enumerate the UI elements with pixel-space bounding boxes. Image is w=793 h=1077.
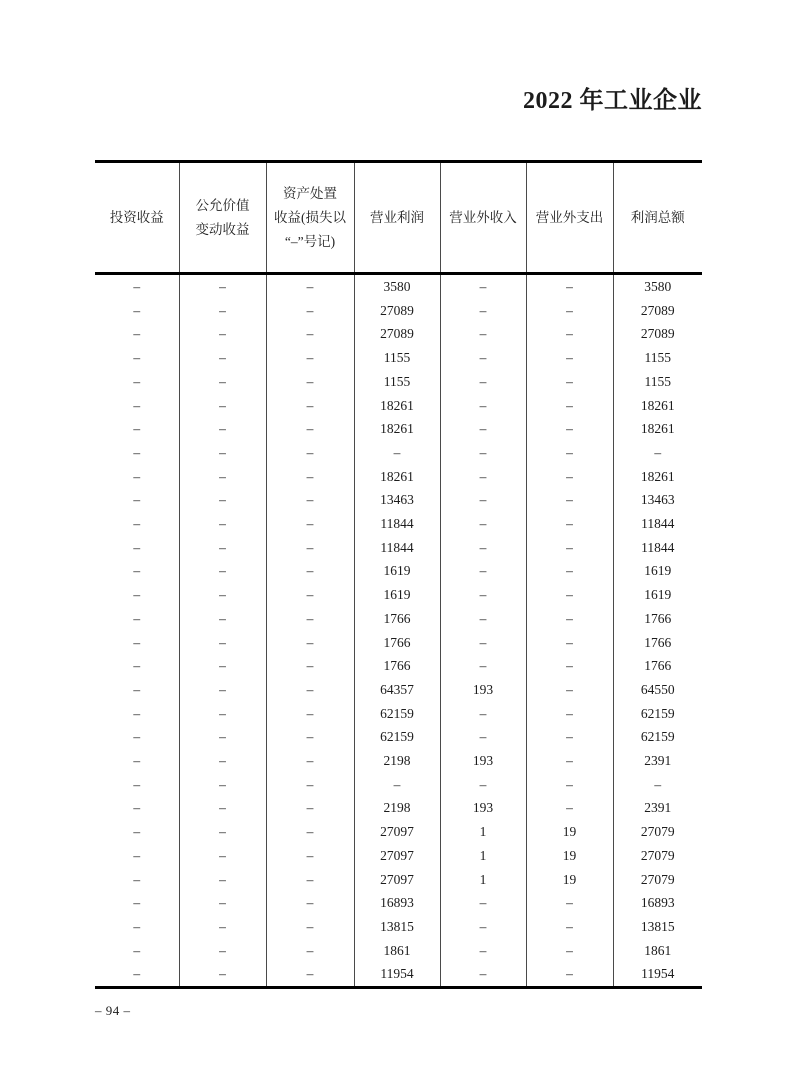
table-cell: 27089 [354, 322, 440, 346]
table-cell: – [95, 322, 179, 346]
table-cell: – [266, 678, 354, 702]
table-cell: – [266, 488, 354, 512]
table-cell: – [95, 820, 179, 844]
table-cell: 1619 [354, 583, 440, 607]
table-cell: 193 [440, 796, 526, 820]
table-cell: 3580 [644, 279, 672, 294]
table-cell: – [526, 773, 613, 797]
table-cell: 13815 [640, 918, 675, 934]
table-cell: 11954 [613, 962, 702, 987]
table-cell: – [179, 559, 266, 583]
table-row [95, 773, 702, 797]
table-cell: – [266, 417, 354, 441]
table-cell: – [440, 702, 526, 726]
table-cell: – [266, 536, 354, 560]
column-header-line: 公允价值 [195, 197, 250, 213]
table-cell: – [440, 346, 526, 370]
table-cell: – [526, 488, 613, 512]
table-cell: – [526, 536, 613, 560]
column-header-line: 营业利润 [370, 209, 424, 225]
table-cell: 1619 [644, 587, 672, 603]
table-row [95, 488, 702, 512]
table-cell: 18261 [640, 397, 675, 413]
table-cell: – [266, 322, 354, 346]
table-cell: – [179, 417, 266, 441]
table-cell: – [526, 702, 613, 726]
page-number: – 94 – [95, 1003, 131, 1018]
table-cell: – [179, 274, 266, 299]
table-cell: 18261 [354, 465, 440, 489]
table-cell: 62159 [354, 725, 440, 749]
table-cell: – [440, 417, 526, 441]
table-cell: – [179, 322, 266, 346]
table-cell: – [179, 631, 266, 655]
table-cell: 1155 [644, 373, 671, 389]
table-cell: – [266, 370, 354, 394]
table-cell: – [95, 465, 179, 489]
table-cell: – [440, 274, 526, 299]
column-header-investment-income [95, 162, 179, 274]
table-cell: – [95, 394, 179, 418]
table-cell: 1155 [354, 346, 440, 370]
table-row [95, 583, 702, 607]
table-cell: 1 [440, 820, 526, 844]
table-cell: – [95, 488, 179, 512]
table-cell: – [266, 749, 354, 773]
table-cell: – [526, 678, 613, 702]
table-cell: – [95, 417, 179, 441]
table-cell: – [440, 488, 526, 512]
column-header-line: 变动收益 [195, 221, 250, 237]
table-row [95, 939, 702, 963]
table-row [95, 322, 702, 346]
table-row [95, 536, 702, 560]
page-title: 2022 年工业企业 [523, 88, 702, 114]
table-cell: – [266, 512, 354, 536]
table-cell: – [440, 322, 526, 346]
table-cell: 1766 [354, 631, 440, 655]
table-cell: – [179, 891, 266, 915]
table-cell: – [179, 820, 266, 844]
table-cell: – [266, 299, 354, 323]
table-cell: – [526, 417, 613, 441]
table-cell: – [179, 962, 266, 987]
table-cell: – [266, 773, 354, 797]
table-cell: – [179, 299, 266, 323]
table-cell: – [526, 346, 613, 370]
table-cell: 11954 [354, 962, 440, 987]
table-row [95, 962, 702, 987]
column-header-line: “–”号记) [284, 233, 336, 249]
table-cell: – [354, 773, 440, 797]
column-header-operating-profit [354, 162, 440, 274]
table-header-row [95, 162, 702, 274]
table-cell: – [95, 654, 179, 678]
table-cell: 1619 [644, 563, 672, 579]
column-header-fair-value-change-income [179, 162, 266, 274]
table-row [95, 654, 702, 678]
table-cell: – [440, 299, 526, 323]
table-cell: – [95, 796, 179, 820]
table-row [95, 631, 702, 655]
table-cell: 1619 [354, 559, 440, 583]
table-cell: – [526, 583, 613, 607]
table-cell: 1766 [644, 658, 672, 674]
table-cell: – [266, 844, 354, 868]
table-cell: – [95, 299, 179, 323]
table-cell: – [266, 559, 354, 583]
table-cell: – [440, 607, 526, 631]
table-row [95, 417, 702, 441]
table-cell: – [95, 678, 179, 702]
table-cell: – [526, 322, 613, 346]
table-cell: – [179, 702, 266, 726]
table-cell: – [95, 583, 179, 607]
table-cell: – [266, 820, 354, 844]
table-cell: 27079 [640, 824, 675, 840]
table-cell: – [266, 583, 354, 607]
table-cell: – [526, 441, 613, 465]
table-cell: – [179, 370, 266, 394]
table-cell: – [266, 465, 354, 489]
table-cell: 11844 [641, 539, 675, 555]
table-cell: 19 [526, 820, 613, 844]
table-cell: 11844 [641, 516, 675, 532]
table-cell: 1766 [354, 607, 440, 631]
table-cell: – [440, 773, 526, 797]
table-cell: – [95, 536, 179, 560]
table-cell: – [526, 559, 613, 583]
table-cell: 27097 [354, 820, 440, 844]
table-row [95, 346, 702, 370]
table-cell: 13815 [354, 915, 440, 939]
table-row [95, 607, 702, 631]
table-cell: – [266, 725, 354, 749]
table-cell: 1766 [644, 610, 672, 626]
table-cell: 1 [440, 868, 526, 892]
table-cell: 19 [526, 844, 613, 868]
table-cell: – [266, 796, 354, 820]
table-cell: 18261 [640, 421, 675, 437]
table-cell: 2391 [644, 753, 672, 769]
table-cell: – [179, 441, 266, 465]
table-cell: 1766 [644, 634, 672, 650]
table-cell: 13463 [354, 488, 440, 512]
table-cell: – [526, 394, 613, 418]
table-cell: 16893 [354, 891, 440, 915]
table-cell: – [179, 512, 266, 536]
table-cell: 1766 [354, 654, 440, 678]
table-cell: – [266, 868, 354, 892]
table-cell: – [179, 868, 266, 892]
table-cell: – [95, 773, 179, 797]
table-cell: – [95, 370, 179, 394]
table-cell: – [526, 631, 613, 655]
table-cell: 16893 [640, 895, 675, 911]
table-cell: – [179, 346, 266, 370]
table-cell: – [179, 796, 266, 820]
table-cell: 193 [440, 678, 526, 702]
table-cell: – [266, 939, 354, 963]
table-cell: – [179, 844, 266, 868]
table-cell: 27089 [640, 326, 675, 342]
table-cell: – [440, 654, 526, 678]
table-cell: – [354, 441, 440, 465]
table-cell: – [526, 915, 613, 939]
column-header-non-operating-income [440, 162, 526, 274]
table-cell: – [95, 962, 179, 987]
table-cell: – [266, 891, 354, 915]
table-cell: – [179, 773, 266, 797]
table-cell: – [526, 939, 613, 963]
table-cell: – [266, 274, 354, 299]
table-cell: 18261 [640, 468, 675, 484]
table-row [95, 844, 702, 868]
table-cell: 18261 [354, 394, 440, 418]
table-cell: – [526, 749, 613, 773]
table-cell: – [654, 776, 662, 792]
table-cell: 18261 [354, 417, 440, 441]
table-cell: – [440, 939, 526, 963]
table-cell: – [95, 702, 179, 726]
table-cell: 62159 [354, 702, 440, 726]
table-cell: – [266, 654, 354, 678]
table-cell: – [95, 274, 179, 299]
table-cell: – [440, 394, 526, 418]
data-table [95, 160, 702, 989]
table-cell: – [654, 444, 662, 460]
table-cell: – [179, 536, 266, 560]
table-row [95, 274, 702, 299]
table-cell: – [95, 749, 179, 773]
table-cell: – [95, 346, 179, 370]
table-cell: – [266, 346, 354, 370]
table-cell: – [440, 559, 526, 583]
table-cell: 1861 [354, 939, 440, 963]
table-cell: 11844 [354, 536, 440, 560]
column-header-total-profit [613, 162, 702, 274]
column-header-asset-disposal-income [266, 162, 354, 274]
table-cell: 19 [526, 868, 613, 892]
table-cell: – [179, 725, 266, 749]
table-cell: 1155 [354, 370, 440, 394]
table-cell: – [179, 678, 266, 702]
table-body [95, 274, 702, 988]
table-cell: – [179, 939, 266, 963]
column-header-line: 利润总额 [630, 209, 685, 225]
table-cell: 13463 [640, 492, 675, 508]
table-cell: 27097 [354, 844, 440, 868]
table-cell: – [95, 891, 179, 915]
table-cell: – [526, 607, 613, 631]
table-cell: – [95, 725, 179, 749]
table-cell: – [526, 962, 613, 987]
table-cell: 1 [440, 844, 526, 868]
table-cell: 27097 [354, 868, 440, 892]
table-cell: – [95, 512, 179, 536]
table-cell: 193 [440, 749, 526, 773]
table-cell: – [440, 512, 526, 536]
table-row [95, 678, 702, 702]
table-cell: – [440, 465, 526, 489]
table-row [95, 796, 702, 820]
table-cell: 11844 [354, 512, 440, 536]
table-row [95, 512, 702, 536]
table-cell: – [526, 891, 613, 915]
table-cell: – [95, 631, 179, 655]
table-cell: – [179, 394, 266, 418]
table-row [95, 868, 702, 892]
table-row [95, 725, 702, 749]
table-cell: 3580 [354, 274, 440, 299]
table-cell: – [526, 299, 613, 323]
table-cell: – [95, 607, 179, 631]
table-cell: 27079 [640, 871, 675, 887]
table-row [95, 915, 702, 939]
table-cell: – [95, 939, 179, 963]
table-cell: – [440, 536, 526, 560]
table-cell: – [95, 868, 179, 892]
table-cell: – [266, 915, 354, 939]
table-row [95, 465, 702, 489]
table-cell: 64550 [640, 681, 675, 697]
table-cell: – [440, 725, 526, 749]
table-cell: – [266, 631, 354, 655]
table-row [95, 441, 702, 465]
table-cell: – [266, 962, 354, 987]
table-cell: – [526, 274, 613, 299]
table-cell: – [526, 370, 613, 394]
table-cell: – [179, 488, 266, 512]
table-row [95, 559, 702, 583]
table-cell: – [526, 796, 613, 820]
table-cell: – [179, 583, 266, 607]
table-cell: – [95, 915, 179, 939]
table-cell: – [179, 654, 266, 678]
column-header-line: 营业外收入 [449, 209, 517, 225]
column-header-line: 投资收益 [109, 209, 164, 225]
table-cell: 1861 [644, 942, 672, 958]
column-header-line: 收益(损失以 [274, 209, 346, 225]
table-container [95, 160, 702, 989]
table-row [95, 891, 702, 915]
table-cell: – [526, 725, 613, 749]
table-cell: – [179, 607, 266, 631]
table-cell: – [440, 915, 526, 939]
table-row [95, 820, 702, 844]
column-header-non-operating-expenses [526, 162, 613, 274]
table-cell: – [179, 465, 266, 489]
table-row [95, 749, 702, 773]
table-cell: – [266, 394, 354, 418]
table-row [95, 370, 702, 394]
table-cell: – [266, 702, 354, 726]
table-cell: – [440, 370, 526, 394]
table-cell: 2198 [354, 749, 440, 773]
table-cell: – [95, 441, 179, 465]
table-cell: – [266, 607, 354, 631]
table-cell: – [95, 844, 179, 868]
table-cell: 27079 [640, 847, 675, 863]
table-cell: – [266, 441, 354, 465]
column-header-line: 营业外支出 [535, 209, 604, 225]
table-cell: – [526, 512, 613, 536]
table-cell: – [179, 915, 266, 939]
table-cell: 62159 [640, 705, 675, 721]
table-cell: 2198 [354, 796, 440, 820]
table-cell: 64357 [354, 678, 440, 702]
table-row [95, 702, 702, 726]
table-cell: – [440, 583, 526, 607]
table-cell: – [440, 441, 526, 465]
table-row [95, 299, 702, 323]
table-cell: 2391 [644, 800, 672, 816]
table-cell: – [440, 631, 526, 655]
table-cell: – [526, 465, 613, 489]
table-cell: 1155 [644, 350, 671, 366]
table-cell: – [440, 962, 526, 987]
table-cell: 27089 [354, 299, 440, 323]
table-cell: 62159 [640, 729, 675, 745]
table-cell: – [440, 891, 526, 915]
table-cell: – [95, 559, 179, 583]
table-row [95, 394, 702, 418]
table-cell: 27089 [640, 302, 675, 318]
table-cell: – [179, 749, 266, 773]
table-cell: – [526, 654, 613, 678]
column-header-line: 资产处置 [283, 185, 337, 201]
